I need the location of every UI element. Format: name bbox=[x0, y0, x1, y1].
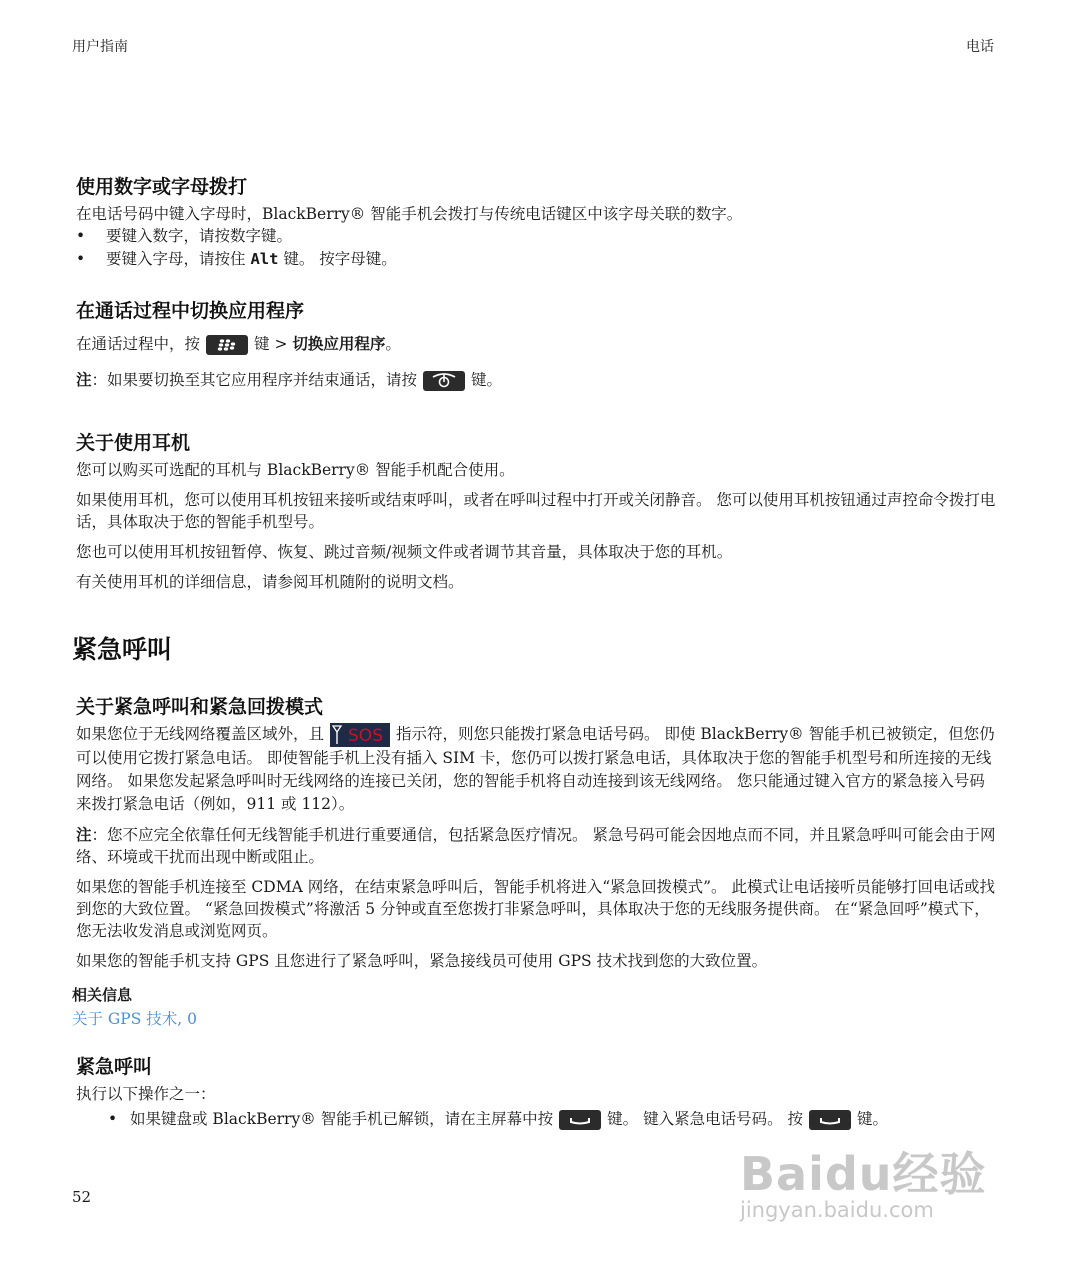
send-call-icon bbox=[559, 1110, 601, 1130]
page-number: 52 bbox=[72, 1188, 92, 1206]
chapter-title: 紧急呼叫 bbox=[72, 635, 173, 664]
alt-key-label: Alt bbox=[250, 250, 279, 268]
related-info-title: 相关信息 bbox=[72, 986, 133, 1004]
paragraph: 在通话过程中，按 键 > 切换应用程序。 bbox=[76, 335, 401, 353]
paragraph: 您可以购买可选配的耳机与 BlackBerry® 智能手机配合使用。 bbox=[76, 461, 515, 479]
header-section-title: 电话 bbox=[966, 39, 994, 55]
section-title: 使用数字或字母拨打 bbox=[76, 176, 248, 198]
note: 注：您不应完全依靠任何无线智能手机进行重要通信，包括紧急医疗情况。 紧急号码可能会因地点而不同，并且紧急呼叫可能会由于网络、环境或干扰而出现中断或阻止。 bbox=[76, 826, 996, 866]
list-item: • 要键入数字，请按数字键。 bbox=[76, 227, 293, 245]
list-item: • 如果键盘或 BlackBerry® 智能手机已解锁，请在主屏幕中按 键。 键入紧急电话号码。 按 键。 bbox=[108, 1110, 889, 1128]
section-switch-apps bbox=[76, 296, 996, 393]
paragraph: 您也可以使用耳机按钮暂停、恢复、跳过音频/视频文件或者调节其音量，具体取决于您的耳机。 bbox=[76, 543, 733, 561]
end-call-icon bbox=[423, 371, 465, 391]
section-title: 在通话过程中切换应用程序 bbox=[76, 300, 305, 322]
paragraph: 如果您的智能手机支持 GPS 且您进行了紧急呼叫，紧急接线员可使用 GPS 技术找到您的大致位置。 bbox=[76, 952, 768, 970]
section-emergency-mode bbox=[76, 692, 996, 972]
related-link-gps[interactable]: 关于 GPS 技术, 0 bbox=[72, 1010, 197, 1028]
paragraph: 在电话号码中键入字母时，BlackBerry® 智能手机会拨打与传统电话键区中该字母关联的数字。 bbox=[76, 205, 743, 223]
paragraph: 如果您的智能手机连接至 CDMA 网络，在结束紧急呼叫后，智能手机将进入“紧急回拨模式”。 此模式让电话接听员能够打回电话或找到您的大致位置。 “紧急回拨模式”将激活 5 分钟或直至您拨打非紧急呼叫，具体取决于您的无线服务提供商。 在“紧急回呼”模式下，您无法收发消息或浏览网页。 bbox=[76, 878, 995, 940]
section-dial-letters bbox=[76, 172, 996, 271]
paragraph: 如果您位于无线网络覆盖区域外，且 SOS 指示符，则您只能拨打紧急电话号码。 即使 BlackBerry® 智能手机已被锁定，但您仍可以使用它拨打紧急电话。 即使智能手机上没有插入 SIM 卡，您仍可以拨打紧急电话，具体取决于您的智能手机型号和所连接的无线网络。 如果您发起紧急呼叫时无线网络的连接已关闭，您的智能手机将自动连接到该无线网络。 您只能通过键入官方的紧急接入号码来拨打紧急电话（例如，911 或 112）。 bbox=[76, 725, 995, 813]
send-call-icon bbox=[809, 1110, 851, 1130]
section-headset bbox=[76, 428, 996, 593]
section-title: 关于使用耳机 bbox=[76, 432, 191, 454]
paragraph: 有关使用耳机的详细信息，请参阅耳机随附的说明文档。 bbox=[76, 573, 464, 591]
baidu-jingyan-watermark: Baidu经验 jingyan.baidu.com bbox=[740, 1147, 987, 1222]
related-info bbox=[72, 984, 992, 1029]
list-item: • 要键入字母，请按住 Alt 键。 按字母键。 bbox=[76, 250, 397, 268]
header-guide-title: 用户指南 bbox=[72, 39, 128, 55]
section-title: 关于紧急呼叫和紧急回拨模式 bbox=[76, 696, 324, 718]
chapter-heading bbox=[72, 630, 992, 666]
note: 注：如果要切换至其它应用程序并结束通话，请按 键。 bbox=[76, 371, 503, 389]
section-title: 紧急呼叫 bbox=[76, 1056, 153, 1078]
paragraph: 执行以下操作之一： bbox=[76, 1085, 216, 1103]
sos-indicator-icon: SOS bbox=[330, 723, 390, 747]
blackberry-menu-icon bbox=[206, 335, 248, 355]
paragraph: 如果使用耳机，您可以使用耳机按钮来接听或结束呼叫，或者在呼叫过程中打开或关闭静音。 您可以使用耳机按钮通过声控命令拨打电话，具体取决于您的智能手机型号。 bbox=[76, 491, 996, 531]
section-make-emergency-call bbox=[76, 1052, 996, 1133]
